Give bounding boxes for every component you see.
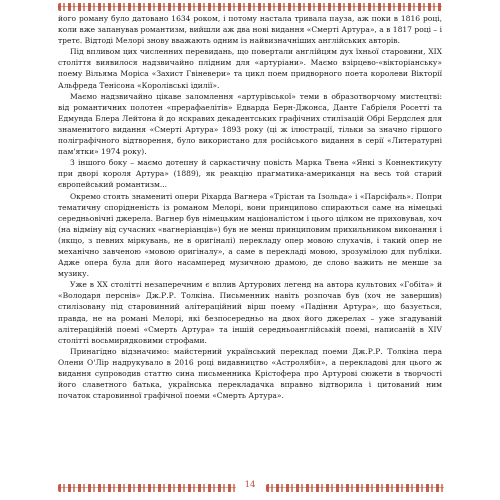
page-number: 14 bbox=[244, 480, 256, 490]
paragraph: Окремо стоять знамениті опери Ріхарда Вагнера «Трістан та Ізольда» і «Парсіфаль». Попри тематичну спорідненість із романом Мелорі, вони принципово спираються саме на німецькі середньовічні джерела. Вагнер був німецьким націоналістом і цього цілком не приховував, хоч (на відміну від сучасних «вагнеріанців») був не менш принциповим прихильником виконання і (якщо, з певних міркувань, не в оригіналі) перекладу опер мовою слухачів, і такий опер не механічно завченою «мовою оригіналу», а саме в перекладі мовою, зрозумілою для публіки. Адже опера була для його насамперед музичною драмою, де слово важить не менше за музику. bbox=[58, 191, 442, 279]
bottom-ornament-left bbox=[58, 484, 236, 492]
paragraph: Маємо надзвичайно цікаве заломлення «артурівської» теми в образотворчому мистецтві: від романтичних полотен «прерафаелітів» Едварда Берн-Джонса, Данте Габріеля Росетті та Едмунда Блера Лейтона й до яскравих декадентських графічних стилізацій Обрі Бердслея для знаменитого видання «Смерті Артура» 1893 року (ці ж ілюстрації, тільки за значно гіршого поліграфічного відтворення, було використано для російського видання в серії «Литературні пам'ятки» 1974 року). bbox=[58, 91, 442, 157]
bottom-ornament-right bbox=[266, 484, 444, 492]
paragraph: Уже в XX столітті незаперечним є вплив Артурових легенд на автора культових «Гобіта» й «Володаря перснів» Дж.Р.Р. Толкіна. Письменник навіть розпочав був (хоч не завершив) стилізовану під старовинний алітераційний вірш поему «Падіння Артура», що базується, правда, не на романі Мелорі, які безпосередньо на двох його джерелах – уже згадуваній алітераційній поемі «Смерть Артура» та іншій середньоанглійській поемі, написаній в XIV столітті восьмирядковими строфами. bbox=[58, 280, 442, 345]
paragraph: його роману було датовано 1634 роком, і потому настала тривала пауза, аж поки в 1816 році, коли вже запанував романтизм, вийшли аж два нові видання «Смерті Артура», а в 1817 році – і третє. Відтоді Мелорі знову вважають одним із найвизначніших англійських авторів. bbox=[58, 14, 443, 46]
main-text-block bbox=[58, 13, 442, 401]
paragraph: З іншого боку – маємо дотепну й саркастичну повість Марка Твена «Янкі з Коннектикуту при дворі короля Артура» (1889), як реакцію прагматика-американця на весь той старий європейський романтизм... bbox=[58, 158, 442, 190]
paragraph: Принагідно відзначимо: майстерний український переклад поеми Дж.Р.Р. Толкіна пера Олени О'Лір надрукувало в 2016 році видавництво «Астролябія», а перекладові для цього ж видання супроводив статтю сина письменника Крістофера про Артурові сюжети в творчості його славетного батька, українська перекладачка вправно відтворила і цитований ним початок старовинної графічної поеми «Смерть Артура». bbox=[58, 346, 442, 401]
top-ornament-border bbox=[58, 3, 442, 11]
paragraph: Під впливом цих численних перевидань, що повертали англійцям дух їхньої старовини, XIX століття виявилося надзвичайно плідним для «артуріани». Маємо взірцево-«вікторіанську» поему Вільяма Моріса «Захист Гвіневери» та цикл поем придворного поета королеви Вікторії Альфреда Тенісона «Королівські ідилії». bbox=[58, 47, 442, 90]
